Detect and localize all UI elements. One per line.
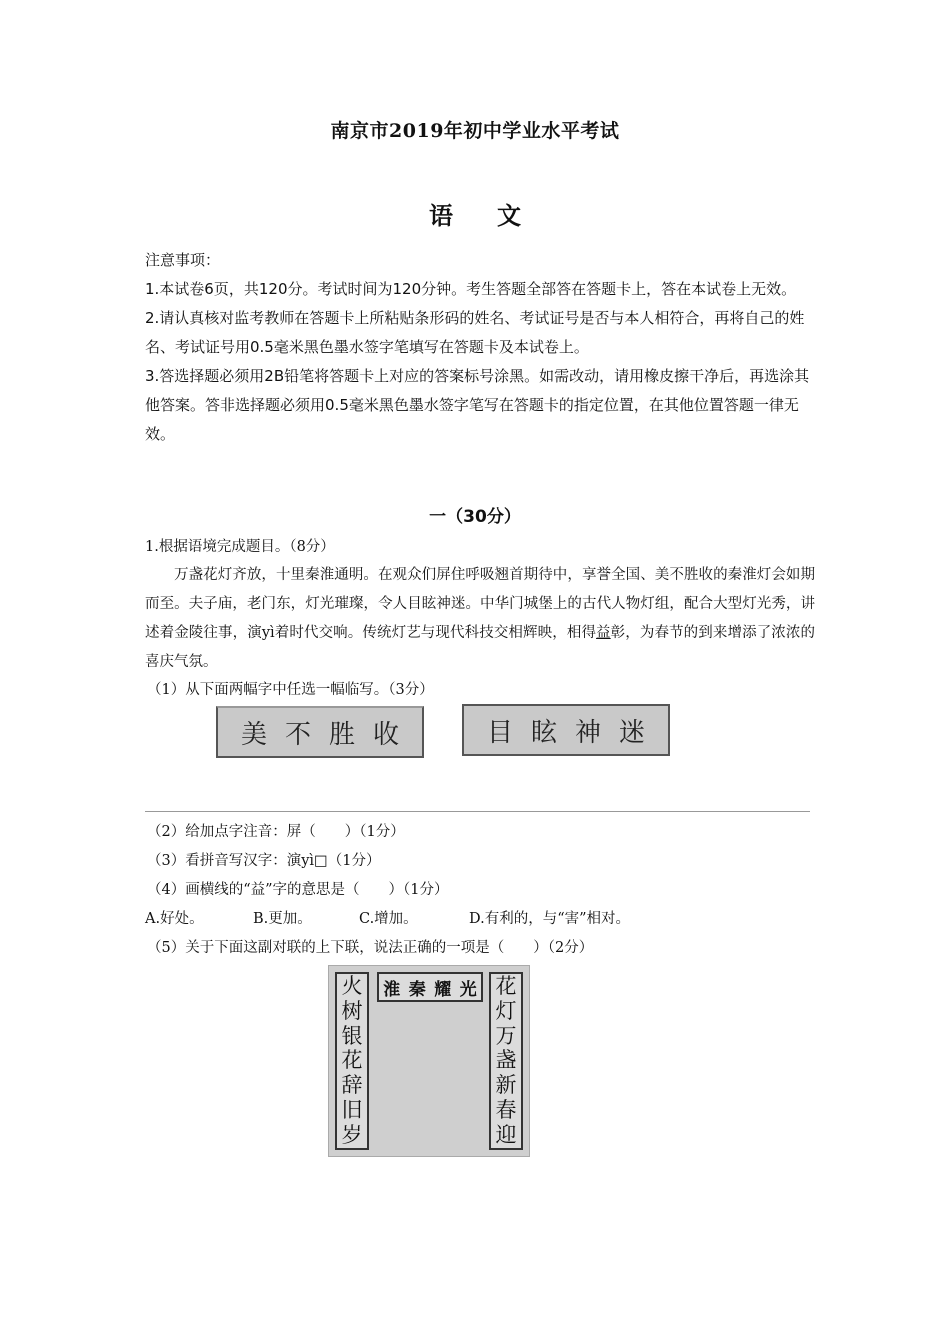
couplet-char: 光	[459, 979, 477, 1000]
callig-char: 神	[574, 717, 601, 748]
passage-underlined-char: 益	[596, 625, 611, 641]
couplet-horizontal-scroll	[377, 972, 483, 1002]
sub-question-1: （1）从下面两幅字中任选一幅临写。（3分）	[147, 682, 434, 698]
sub-question-4-choices	[145, 905, 630, 934]
choice-c: C.增加。	[359, 911, 418, 927]
sub-question-3: （3）看拼音写汉字：演yì□（1分）	[147, 853, 381, 869]
choice-b: B.更加。	[253, 911, 312, 927]
callig-char: 美	[240, 719, 267, 750]
callig-char: 目	[486, 717, 513, 748]
calligraphy-sample-left	[216, 706, 424, 758]
couplet-char: 岁	[341, 1122, 363, 1147]
note-item: 1.本试卷6页，共120分。考试时间为120分钟。考生答题全部答在答题卡上，答在本试卷上无效。	[145, 280, 797, 298]
couplet-char: 万	[495, 1023, 517, 1048]
couplet-char: 淮	[383, 979, 401, 1000]
couplet-char: 新	[495, 1073, 517, 1098]
couplet-char: 辞	[341, 1073, 363, 1098]
calligraphy-sample-right	[462, 704, 670, 756]
exam-notes	[145, 246, 815, 449]
subject-char-1: 语	[429, 201, 453, 230]
couplet-char: 灯	[495, 998, 517, 1023]
notes-heading: 注意事项：	[145, 251, 221, 269]
couplet-char: 迎	[495, 1122, 517, 1147]
couplet-char: 树	[341, 998, 363, 1023]
passage-text: 彰，为春节的到来增添了浓浓的喜庆气氛。	[145, 625, 816, 670]
passage-text: 万盏花灯齐放，十里秦淮通明。在观众们屏住呼吸翘首期待中，享誉全国、美不胜收的秦淮灯会如期而至。夫子庙，老门东，灯光璀璨，令人目眩神迷。中华门城堡上的古代人物灯组，配合大型灯光秀，讲述着金陵往事，演yì着时代交响。传统灯艺与现代科技交相辉映，相得	[145, 567, 815, 641]
couplet-char: 花	[495, 973, 517, 998]
choice-d: D.有利的，与“害”相对。	[469, 911, 631, 927]
sub-question-4: （4）画横线的“益”字的意思是（ ）（1分）	[147, 882, 449, 898]
writing-line	[145, 811, 810, 812]
couplet-char: 耀	[434, 979, 452, 1000]
note-item: 3.答选择题必须用2B铅笔将答题卡上对应的答案标号涂黑。如需改动，请用橡皮擦干净后，再选涂其他答案。答非选择题必须用0.5毫米黑色墨水签字笔写在答题卡的指定位置，在其他位置答题一律无效。	[145, 367, 810, 443]
couplet-image	[328, 965, 530, 1157]
exam-title: 南京市2019年初中学业水平考试	[330, 120, 620, 142]
couplet-char: 盏	[495, 1048, 517, 1073]
sub-question-5: （5）关于下面这副对联的上下联，说法正确的一项是（ ）（2分）	[147, 940, 594, 956]
couplet-right-scroll	[489, 972, 523, 1150]
sub-question-2: （2）给加点字注音：屏（ ）（1分）	[147, 824, 405, 840]
question-1-prompt: 1.根据语境完成题目。（8分）	[145, 539, 335, 555]
section-heading: 一（30分）	[429, 507, 521, 527]
note-item: 2.请认真核对监考教师在答题卡上所粘贴条形码的姓名、考试证号是否与本人相符合，再将自己的姓名、考试证号用0.5毫米黑色墨水签字笔填写在答题卡及本试卷上。	[145, 309, 805, 356]
couplet-char: 春	[495, 1098, 517, 1123]
couplet-char: 旧	[341, 1098, 363, 1123]
subject-char-2: 文	[497, 201, 521, 230]
question-1-passage	[145, 561, 815, 677]
callig-char: 不	[284, 719, 311, 750]
choice-a: A.好处。	[145, 911, 204, 927]
callig-char: 收	[372, 719, 399, 750]
couplet-char: 火	[341, 973, 363, 998]
couplet-left-scroll	[335, 972, 369, 1150]
callig-char: 迷	[618, 717, 645, 748]
couplet-char: 银	[341, 1023, 363, 1048]
couplet-char: 花	[341, 1048, 363, 1073]
subject-title	[0, 196, 950, 231]
callig-char: 眩	[530, 717, 557, 748]
couplet-char: 秦	[408, 979, 426, 1000]
callig-char: 胜	[328, 719, 355, 750]
